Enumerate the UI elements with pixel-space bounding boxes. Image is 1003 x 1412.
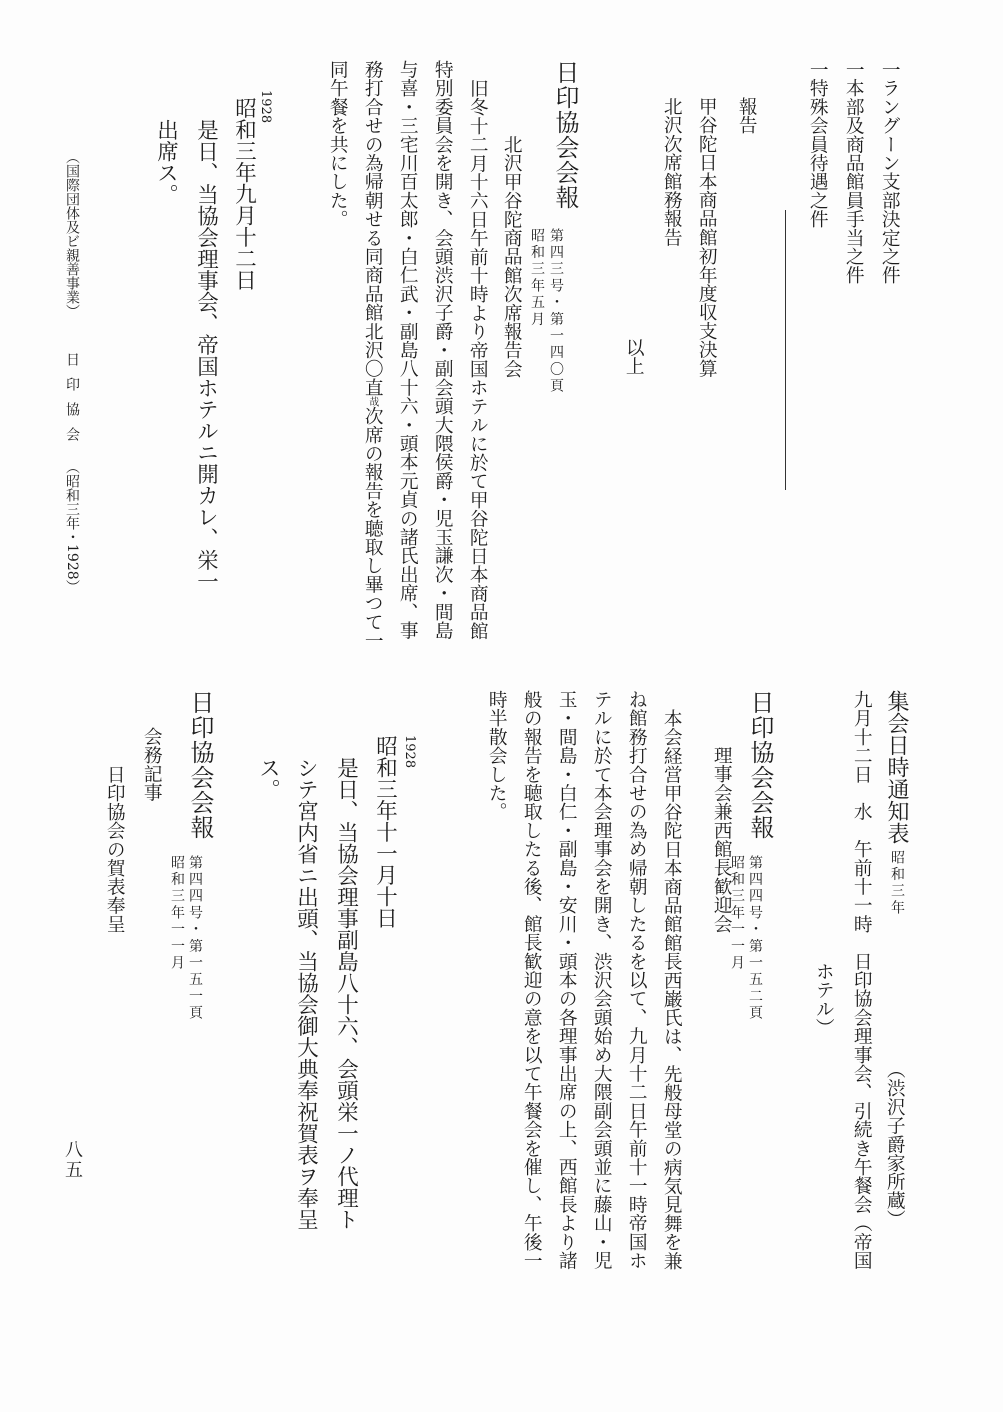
- diary-date: 昭和三年九月十二日: [231, 97, 257, 291]
- notice-title: 集会日時通知表: [884, 690, 909, 844]
- divider-line: [785, 210, 786, 490]
- article-line: 玉・間島・白仁・副島・安川・頭本の各理事出席の上、西館長より諸: [555, 690, 577, 1270]
- page-number: 八五: [62, 1140, 83, 1180]
- notice-source: （渋沢子爵家所蔵）: [883, 1060, 905, 1229]
- article-line: 特別委員会を開き、会頭渋沢子爵・副会頭大隈侯爵・児玉謙次・間島: [431, 60, 453, 640]
- diary-line: 是日、当協会理事副島八十六、会頭栄一ノ代理ト: [333, 757, 359, 1230]
- article-line: 般の報告を聴取したる後、館長歓迎の意を以て午餐会を催し、午後一: [520, 690, 542, 1270]
- article-title: 日印協会の賀表奉呈: [103, 765, 125, 934]
- report-item: 北沢次席館務報告: [660, 97, 682, 247]
- closing-note: 以上: [622, 338, 644, 376]
- notice-line: 九月十二日 水 午前十一時 日印協会理事会、引続き午餐会（帝国: [850, 690, 872, 1270]
- article-line: 与喜・三宅川百太郎・白仁武・副島八十六・頭本元貞の諸氏出席、事: [396, 60, 418, 640]
- bulletin-issue: 第四四号・第一五一頁: [187, 855, 203, 1022]
- report-heading: 報告: [735, 97, 757, 135]
- notice-line: ホテル）: [812, 962, 834, 1037]
- bulletin-date: 昭和三年一一月: [169, 855, 185, 972]
- report-item: 甲谷陀日本商品館初年度収支決算: [695, 97, 717, 378]
- article-line: 本会経営甲谷陀日本商品館館長西巌氏は、先般母堂の病気見舞を兼: [660, 709, 682, 1270]
- agenda-item: 一ラングーン支部決定之件: [878, 60, 900, 285]
- article-line: 旧冬十二月十六日午前十時より帝国ホテルに於て甲谷陀日本商品館: [466, 79, 488, 640]
- diary-line: ス。: [255, 757, 281, 800]
- running-header-era: （昭和三年・1928）: [64, 460, 80, 594]
- bulletin-source: 日印協会会報: [186, 690, 214, 840]
- article-line: 時半散会した。: [485, 690, 507, 821]
- bulletin-issue: 第四四号・第一五二頁: [747, 855, 763, 1022]
- bulletin-issue: 第四三号・第一四〇頁: [548, 228, 564, 395]
- agenda-item: 一特殊会員待遇之件: [806, 60, 828, 229]
- bulletin-source: 日印協会会報: [551, 60, 579, 210]
- diary-line: 是日、当協会理事会、帝国ホテルニ開カレ、栄一: [193, 119, 219, 592]
- running-header-title: 日印協会: [64, 352, 80, 452]
- article-title: 理事会兼西館長歓迎会: [710, 746, 732, 933]
- diary-date: 昭和三年十一月十日: [372, 735, 398, 929]
- diary-year: 1928: [402, 735, 417, 769]
- diary-line: 出席ス。: [153, 119, 179, 205]
- diary-year: 1928: [258, 90, 273, 124]
- editorial-note: 哉: [366, 396, 378, 407]
- agenda-item: 一本部及商品館員手当之件: [842, 60, 864, 285]
- article-line-part: 務打合せの為帰朝せる同商品館北沢〇直: [361, 60, 383, 397]
- notice-era: 昭和三年: [889, 850, 905, 917]
- bulletin-source: 日印協会会報: [746, 690, 774, 840]
- article-line: ね館務打合せの為め帰朝したるを以て、九月十二日午前十一時帝国ホ: [625, 690, 647, 1270]
- bulletin-date: 昭和三年一一月: [729, 855, 745, 972]
- article-line: 同午餐を共にした。: [326, 60, 348, 229]
- article-title: 北沢甲谷陀商品館次席報告会: [500, 135, 522, 379]
- bulletin-date: 昭和三年五月: [529, 228, 545, 329]
- diary-line: シテ宮内省ニ出頭、当協会御大典奉祝賀表ヲ奉呈: [293, 757, 319, 1230]
- article-line-part: 次席の報告を聴取し畢つて一: [361, 406, 383, 650]
- article-line: テルに於て本会理事会を開き、渋沢会頭始め大隈副会頭並に藤山・児: [590, 690, 612, 1270]
- running-header-section: （国際団体及ビ親善事業）: [64, 150, 80, 318]
- article-line: [362, 60, 381, 650]
- article-section: 会務記事: [140, 727, 162, 802]
